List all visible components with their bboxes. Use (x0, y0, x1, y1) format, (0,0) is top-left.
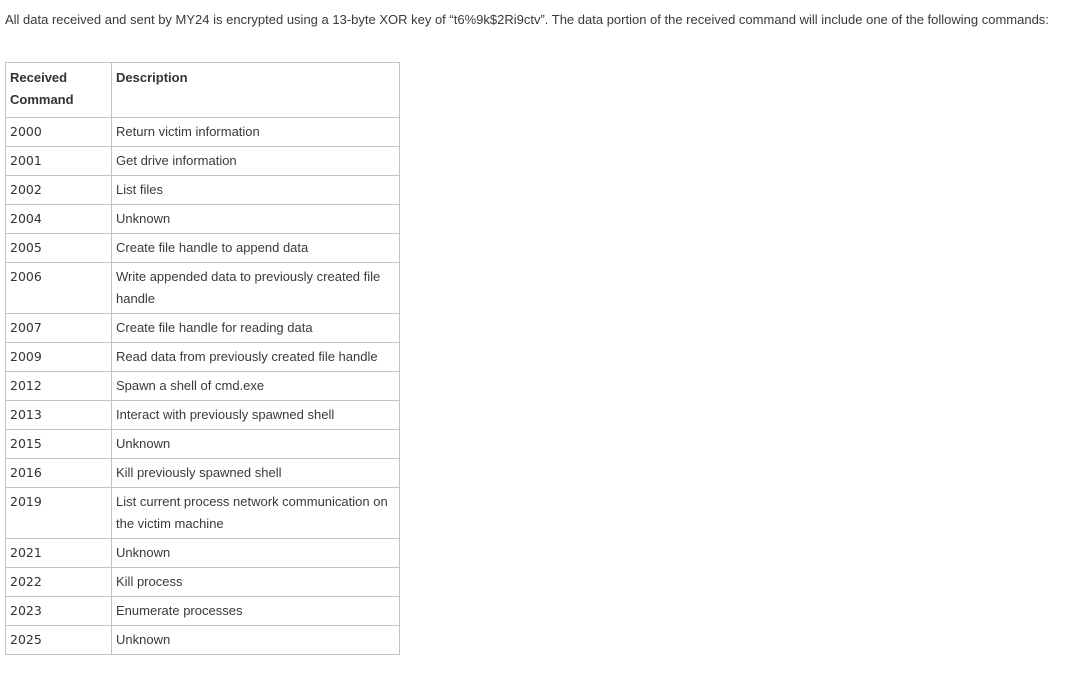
table-row (6, 343, 400, 372)
command-code-cell: 2012 (6, 372, 112, 401)
table-row (6, 176, 400, 205)
command-code-cell: 2015 (6, 430, 112, 459)
table-row (6, 430, 400, 459)
table-row (6, 459, 400, 488)
command-description-cell: Enumerate processes (112, 597, 400, 626)
table-row (6, 263, 400, 314)
command-description-cell: Return victim information (112, 118, 400, 147)
command-code-cell: 2021 (6, 539, 112, 568)
header-received-command: Received Command (6, 63, 112, 118)
table-row (6, 401, 400, 430)
command-code-cell: 2013 (6, 401, 112, 430)
command-code-cell: 2009 (6, 343, 112, 372)
command-description-cell: Unknown (112, 539, 400, 568)
command-description-cell: List current process network communication on the victim machine (112, 488, 400, 539)
table-row (6, 626, 400, 655)
command-description-cell: Unknown (112, 205, 400, 234)
header-description: Description (112, 63, 400, 118)
command-code-cell: 2025 (6, 626, 112, 655)
table-row (6, 568, 400, 597)
command-code-cell: 2000 (6, 118, 112, 147)
table-row (6, 147, 400, 176)
table-row (6, 314, 400, 343)
command-description-cell: Kill process (112, 568, 400, 597)
command-description-cell: Create file handle for reading data (112, 314, 400, 343)
command-description-cell: Interact with previously spawned shell (112, 401, 400, 430)
table-row (6, 205, 400, 234)
command-description-cell: Read data from previously created file handle (112, 343, 400, 372)
command-description-cell: Spawn a shell of cmd.exe (112, 372, 400, 401)
command-code-cell: 2007 (6, 314, 112, 343)
table-row (6, 488, 400, 539)
command-description-cell: Kill previously spawned shell (112, 459, 400, 488)
command-code-cell: 2022 (6, 568, 112, 597)
table-row (6, 118, 400, 147)
table-row (6, 539, 400, 568)
command-description-cell: Get drive information (112, 147, 400, 176)
table-row (6, 234, 400, 263)
command-code-cell: 2006 (6, 263, 112, 314)
table-header-row (6, 63, 400, 118)
table-row (6, 372, 400, 401)
table-row (6, 597, 400, 626)
table-body (6, 118, 400, 655)
command-description-cell: Unknown (112, 626, 400, 655)
command-code-cell: 2001 (6, 147, 112, 176)
command-code-cell: 2019 (6, 488, 112, 539)
command-code-cell: 2004 (6, 205, 112, 234)
command-description-cell: Write appended data to previously created file handle (112, 263, 400, 314)
command-description-cell: Unknown (112, 430, 400, 459)
command-description-cell: Create file handle to append data (112, 234, 400, 263)
command-code-cell: 2016 (6, 459, 112, 488)
intro-paragraph: All data received and sent by MY24 is encrypted using a 13-byte XOR key of “t6%9k$2Ri9ctv”. The data portion of the received command will include one of the following commands: (5, 12, 1049, 27)
command-code-cell: 2023 (6, 597, 112, 626)
commands-table (5, 62, 400, 655)
command-code-cell: 2002 (6, 176, 112, 205)
command-description-cell: List files (112, 176, 400, 205)
command-code-cell: 2005 (6, 234, 112, 263)
